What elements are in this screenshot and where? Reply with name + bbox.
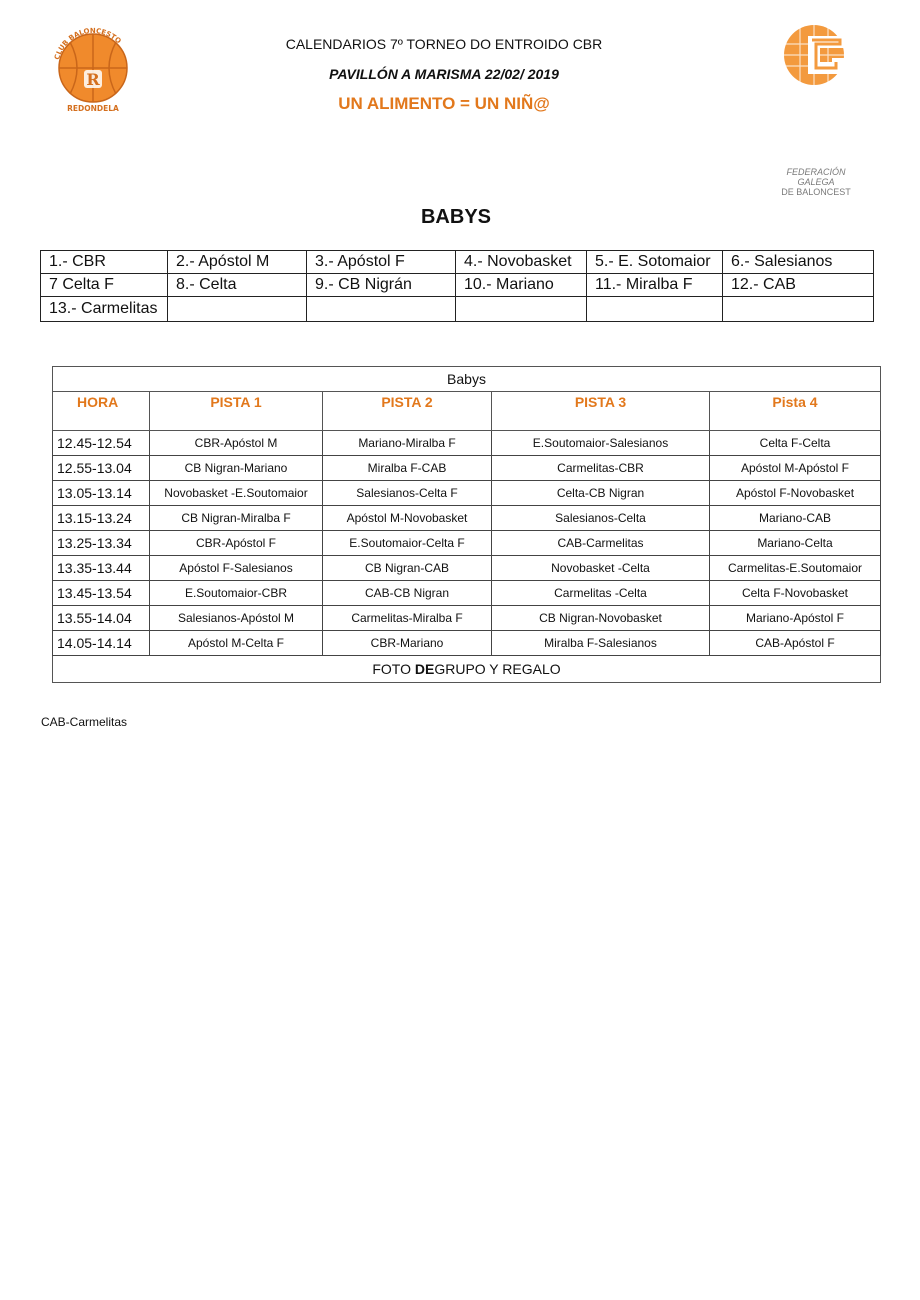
team-cell: 4.- Novobasket bbox=[456, 251, 587, 274]
match-cell: CBR-Apóstol M bbox=[150, 431, 323, 456]
team-cell: 7 Celta F bbox=[41, 274, 168, 297]
match-cell: Apóstol M-Apóstol F bbox=[710, 456, 881, 481]
time-cell: 13.55-14.04 bbox=[53, 606, 150, 631]
time-cell: 13.45-13.54 bbox=[53, 581, 150, 606]
header-pista-3: PISTA 3 bbox=[492, 392, 710, 431]
match-cell: Carmelitas -Celta bbox=[492, 581, 710, 606]
team-cell bbox=[168, 297, 307, 322]
teams-row bbox=[41, 274, 874, 297]
match-cell: Apóstol M-Novobasket bbox=[323, 506, 492, 531]
table-row bbox=[53, 531, 881, 556]
match-cell: CAB-CB Nigran bbox=[323, 581, 492, 606]
footer-text-after: GRUPO Y REGALO bbox=[434, 661, 561, 677]
federation-text bbox=[766, 167, 866, 197]
federation-line-2: GALEGA bbox=[797, 177, 835, 187]
time-cell: 14.05-14.14 bbox=[53, 631, 150, 656]
match-cell: CAB-Apóstol F bbox=[710, 631, 881, 656]
table-row bbox=[53, 431, 881, 456]
match-cell: CAB-Carmelitas bbox=[492, 531, 710, 556]
match-cell: Salesianos-Apóstol M bbox=[150, 606, 323, 631]
footer-text-before: FOTO bbox=[372, 661, 415, 677]
schedule-table bbox=[52, 366, 881, 683]
slogan: UN ALIMENTO = UN NIÑ@ bbox=[338, 94, 550, 113]
team-cell bbox=[723, 297, 874, 322]
team-cell: 1.- CBR bbox=[41, 251, 168, 274]
time-cell: 13.15-13.24 bbox=[53, 506, 150, 531]
match-cell: Mariano-Celta bbox=[710, 531, 881, 556]
match-cell: Miralba F-CAB bbox=[323, 456, 492, 481]
match-cell: Celta-CB Nigran bbox=[492, 481, 710, 506]
match-cell: Apóstol M-Celta F bbox=[150, 631, 323, 656]
match-cell: Mariano-CAB bbox=[710, 506, 881, 531]
match-cell: Carmelitas-CBR bbox=[492, 456, 710, 481]
table-row bbox=[53, 456, 881, 481]
schedule-header-row bbox=[53, 392, 881, 431]
table-row bbox=[53, 481, 881, 506]
table-row bbox=[53, 606, 881, 631]
teams-row bbox=[41, 251, 874, 274]
team-cell: 11.- Miralba F bbox=[587, 274, 723, 297]
federation-line-1: FEDERACIÓN bbox=[786, 167, 846, 177]
match-cell: CBR-Apóstol F bbox=[150, 531, 323, 556]
match-cell: Salesianos-Celta bbox=[492, 506, 710, 531]
match-cell: Apóstol F-Novobasket bbox=[710, 481, 881, 506]
team-cell: 9.- CB Nigrán bbox=[307, 274, 456, 297]
match-cell: Apóstol F-Salesianos bbox=[150, 556, 323, 581]
time-cell: 13.35-13.44 bbox=[53, 556, 150, 581]
document-subtitle: PAVILLÓN A MARISMA 22/02/ 2019 bbox=[329, 66, 559, 82]
match-cell: Mariano-Miralba F bbox=[323, 431, 492, 456]
match-cell: CB Nigran-Miralba F bbox=[150, 506, 323, 531]
time-cell: 13.25-13.34 bbox=[53, 531, 150, 556]
time-cell: 12.55-13.04 bbox=[53, 456, 150, 481]
match-cell: Novobasket -Celta bbox=[492, 556, 710, 581]
table-row bbox=[53, 581, 881, 606]
schedule-caption: Babys bbox=[53, 367, 881, 392]
teams-table bbox=[40, 250, 874, 322]
team-cell: 8.- Celta bbox=[168, 274, 307, 297]
time-cell: 12.45-12.54 bbox=[53, 431, 150, 456]
team-cell: 2.- Apóstol M bbox=[168, 251, 307, 274]
header-hora: HORA bbox=[53, 392, 150, 431]
header-pista-4: Pista 4 bbox=[710, 392, 881, 431]
federation-line-3: DE BALONCEST bbox=[781, 187, 851, 197]
table-row bbox=[53, 556, 881, 581]
match-cell: Celta F-Celta bbox=[710, 431, 881, 456]
match-cell: Miralba F-Salesianos bbox=[492, 631, 710, 656]
match-cell: Celta F-Novobasket bbox=[710, 581, 881, 606]
team-cell: 3.- Apóstol F bbox=[307, 251, 456, 274]
footer-text-bold: DE bbox=[414, 661, 435, 677]
match-cell: Carmelitas-Miralba F bbox=[323, 606, 492, 631]
team-cell bbox=[587, 297, 723, 322]
team-cell bbox=[307, 297, 456, 322]
bottom-note: CAB-Carmelitas bbox=[41, 715, 128, 729]
category-heading: BABYS bbox=[420, 206, 491, 228]
table-row bbox=[53, 506, 881, 531]
club-logo-bottom-text: REDONDELA bbox=[67, 104, 119, 113]
team-cell: 10.- Mariano bbox=[456, 274, 587, 297]
match-cell: CB Nigran-Novobasket bbox=[492, 606, 710, 631]
match-cell: CBR-Mariano bbox=[323, 631, 492, 656]
match-cell: CB Nigran-CAB bbox=[323, 556, 492, 581]
match-cell: E.Soutomaior-CBR bbox=[150, 581, 323, 606]
match-cell: E.Soutomaior-Salesianos bbox=[492, 431, 710, 456]
match-cell: Mariano-Apóstol F bbox=[710, 606, 881, 631]
time-cell: 13.05-13.14 bbox=[53, 481, 150, 506]
document-title: CALENDARIOS 7º TORNEO DO ENTROIDO CBR bbox=[285, 36, 603, 52]
match-cell: CB Nigran-Mariano bbox=[150, 456, 323, 481]
match-cell: Salesianos-Celta F bbox=[323, 481, 492, 506]
team-cell: 6.- Salesianos bbox=[723, 251, 874, 274]
team-cell bbox=[456, 297, 587, 322]
match-cell: Carmelitas-E.Soutomaior bbox=[710, 556, 881, 581]
team-cell: 12.- CAB bbox=[723, 274, 874, 297]
header-pista-2: PISTA 2 bbox=[323, 392, 492, 431]
team-cell: 5.- E. Sotomaior bbox=[587, 251, 723, 274]
teams-row bbox=[41, 297, 874, 322]
team-cell: 13.- Carmelitas bbox=[41, 297, 168, 322]
header-pista-1: PISTA 1 bbox=[150, 392, 323, 431]
schedule-footer bbox=[53, 656, 881, 683]
match-cell: Novobasket -E.Soutomaior bbox=[150, 481, 323, 506]
table-row bbox=[53, 631, 881, 656]
match-cell: E.Soutomaior-Celta F bbox=[323, 531, 492, 556]
club-logo-top-text: CLUB BALONCESTO bbox=[53, 26, 123, 61]
club-logo-letter: R bbox=[86, 70, 100, 89]
